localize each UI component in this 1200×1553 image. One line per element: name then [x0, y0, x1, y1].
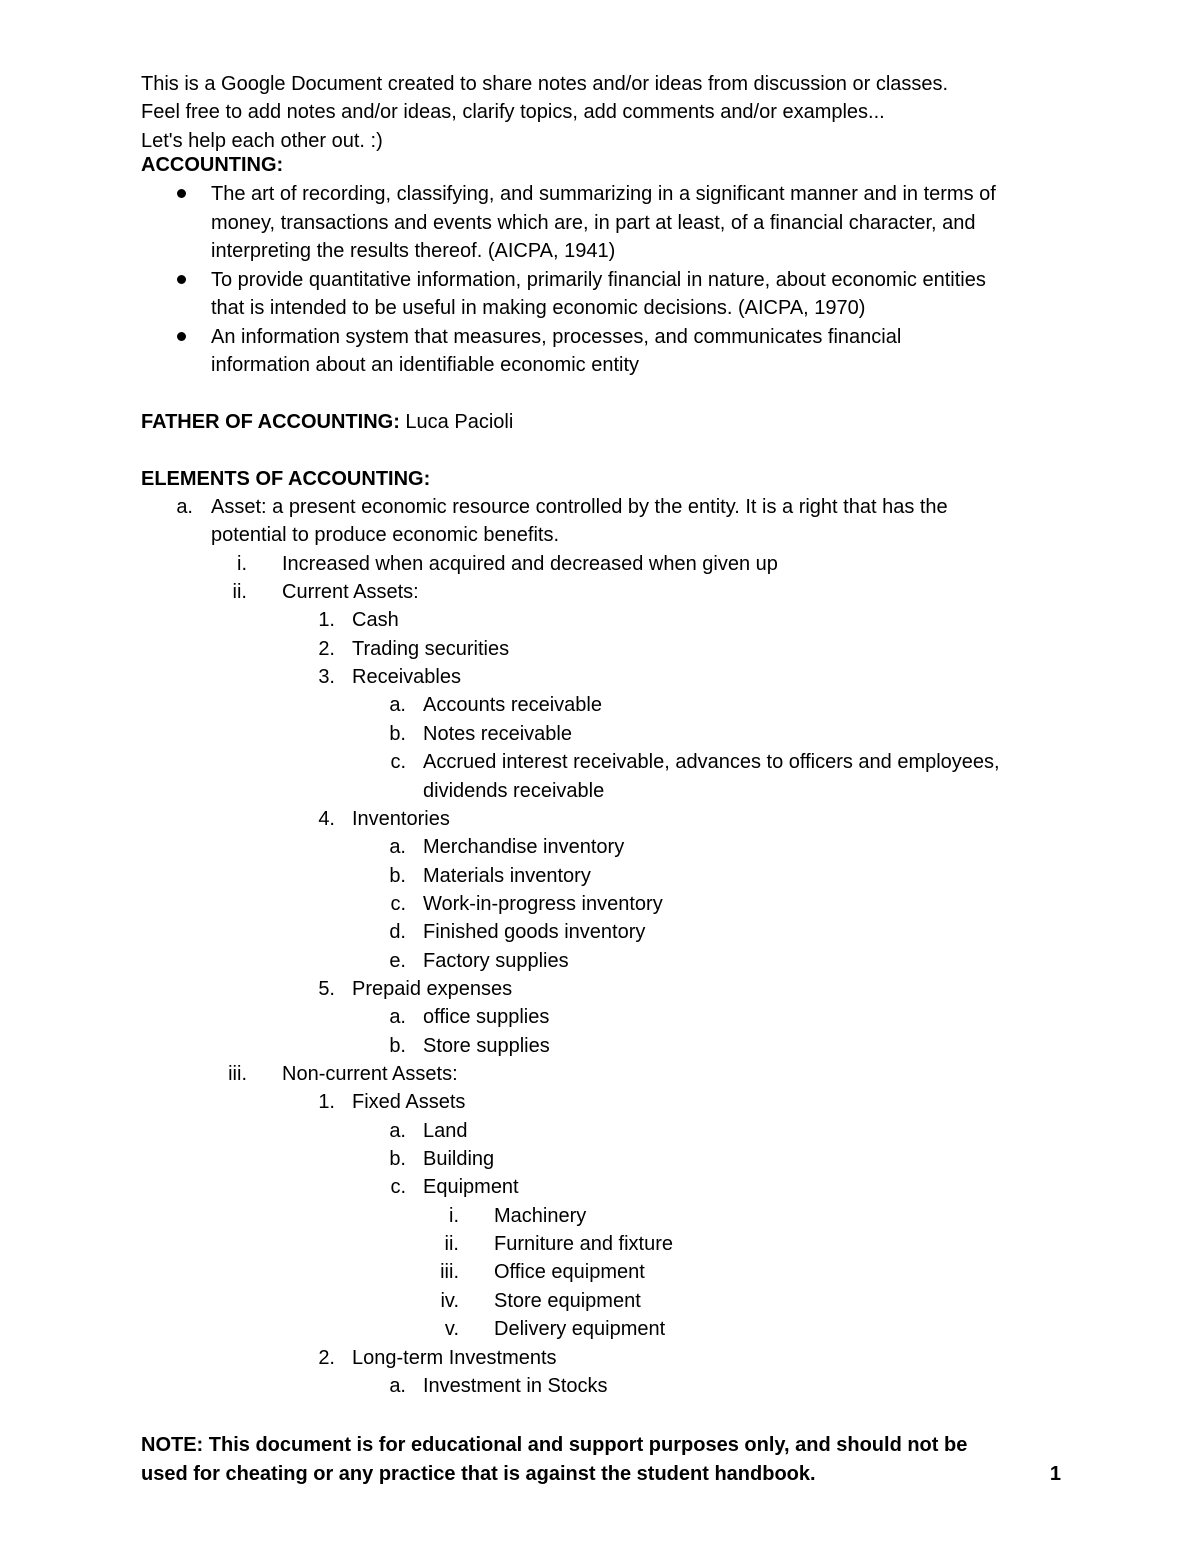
list-item-text: Merchandise inventory [423, 836, 625, 859]
list-marker: b. [389, 1034, 406, 1057]
list-marker: b. [389, 722, 406, 745]
father-label: FATHER OF ACCOUNTING: [141, 411, 400, 433]
footer-note-line-2: used for cheating or any practice that is against the student handbook. [141, 1463, 816, 1485]
bullet-icon [177, 275, 186, 284]
list-item-text: Land [423, 1119, 468, 1142]
list-marker: i. [449, 1204, 459, 1227]
list-marker: 2. [318, 637, 335, 660]
list-item-text: Equipment [423, 1176, 519, 1199]
list-item-text: Building [423, 1148, 495, 1171]
accounting-bullet-2-line-1: To provide quantitative information, primarily financial in nature, about economic entities [211, 269, 986, 291]
list-item-text: Trading securities [352, 637, 510, 660]
footer-note [141, 1431, 1061, 1489]
list-item-text: Store equipment [494, 1289, 641, 1312]
list-marker: e. [389, 949, 406, 972]
list-marker: a. [176, 496, 193, 518]
list-marker: iii. [440, 1261, 459, 1284]
intro-line-3: Let's help each other out. :) [141, 130, 383, 152]
list-item-text: Furniture and fixture [494, 1233, 673, 1256]
elements-heading: ELEMENTS OF ACCOUNTING: [141, 468, 431, 490]
list-marker: 4. [318, 807, 335, 830]
list-item-text: Factory supplies [423, 949, 569, 972]
page-number: 1 [1049, 1463, 1061, 1485]
accounting-heading: ACCOUNTING: [141, 154, 284, 176]
list-item-text: Receivables [352, 666, 461, 689]
list-marker: a. [389, 836, 406, 859]
list-item-text: Prepaid expenses [352, 977, 513, 1000]
list-item-text: Asset: a present economic resource controlled by the entity. It is a right that has the [211, 496, 948, 518]
list-marker: iv. [440, 1289, 459, 1312]
list-item-text: office supplies [423, 1006, 550, 1029]
list-marker: c. [390, 892, 406, 915]
list-marker: b. [389, 864, 406, 887]
list-marker: a. [389, 1006, 406, 1029]
list-item-text: Long-term Investments [352, 1346, 557, 1369]
list-item-text: Finished goods inventory [423, 921, 646, 944]
list-marker: a. [389, 1119, 406, 1142]
list-marker: 3. [318, 666, 335, 689]
list-marker: 5. [318, 977, 335, 1000]
list-marker: ii. [444, 1233, 459, 1256]
list-item-text: Fixed Assets [352, 1091, 466, 1114]
accounting-bullet-3-line-1: An information system that measures, processes, and communicates financial [211, 326, 902, 348]
bullet-icon [177, 189, 186, 198]
list-marker: a. [389, 1374, 406, 1397]
list-marker: 1. [318, 609, 335, 632]
footer-note-line-1: NOTE: This document is for educational and support purposes only, and should not be [141, 1434, 968, 1456]
list-item-text: Machinery [494, 1204, 587, 1227]
list-item-text: Accrued interest receivable, advances to officers and employees, [423, 751, 1000, 774]
list-marker: b. [389, 1148, 406, 1171]
bullet-icon [177, 332, 186, 341]
list-item-text: Work-in-progress inventory [423, 892, 663, 915]
intro-line-1: This is a Google Document created to share notes and/or ideas from discussion or classes. [141, 73, 949, 95]
list-item-text: Notes receivable [423, 722, 572, 745]
accounting-bullet-1-line-2: money, transactions and events which are, in part at least, of a financial character, and [211, 212, 976, 234]
list-item-text: Office equipment [494, 1261, 645, 1284]
list-marker: 1. [318, 1091, 335, 1114]
list-item-text: potential to produce economic benefits. [211, 524, 559, 547]
list-item-text: Accounts receivable [423, 694, 602, 717]
list-marker: c. [390, 1176, 406, 1199]
accounting-bullet-2-line-2: that is intended to be useful in making economic decisions. (AICPA, 1970) [211, 297, 866, 319]
list-marker: a. [389, 694, 406, 717]
list-marker: i. [237, 552, 247, 575]
list-item-text: Investment in Stocks [423, 1374, 608, 1397]
list-item-text: dividends receivable [423, 779, 605, 802]
intro-line-2: Feel free to add notes and/or ideas, clarify topics, add comments and/or examples... [141, 101, 885, 123]
accounting-bullet-3-line-2: information about an identifiable economic entity [211, 354, 640, 376]
list-item-text: Delivery equipment [494, 1318, 666, 1341]
list-item-text: Non-current Assets: [282, 1063, 458, 1085]
father-of-accounting [141, 408, 513, 436]
list-item-text: Current Assets: [282, 581, 419, 604]
list-marker: v. [444, 1318, 459, 1341]
list-marker: c. [390, 751, 406, 774]
list-marker: 2. [318, 1346, 335, 1369]
father-value: Luca Pacioli [399, 411, 514, 433]
accounting-bullet-1-line-3: interpreting the results thereof. (AICPA, 1941) [211, 240, 616, 262]
accounting-bullet-1-line-1: The art of recording, classifying, and summarizing in a significant manner and in terms of [211, 183, 996, 205]
list-item-text: Increased when acquired and decreased when given up [282, 552, 778, 575]
list-item-text: Inventories [352, 807, 450, 830]
list-marker: ii. [232, 581, 247, 604]
list-item-text: Store supplies [423, 1034, 550, 1057]
list-item-text: Cash [352, 609, 399, 632]
list-marker: d. [389, 921, 406, 944]
list-item-text: Materials inventory [423, 864, 591, 887]
list-marker: iii. [228, 1063, 247, 1085]
